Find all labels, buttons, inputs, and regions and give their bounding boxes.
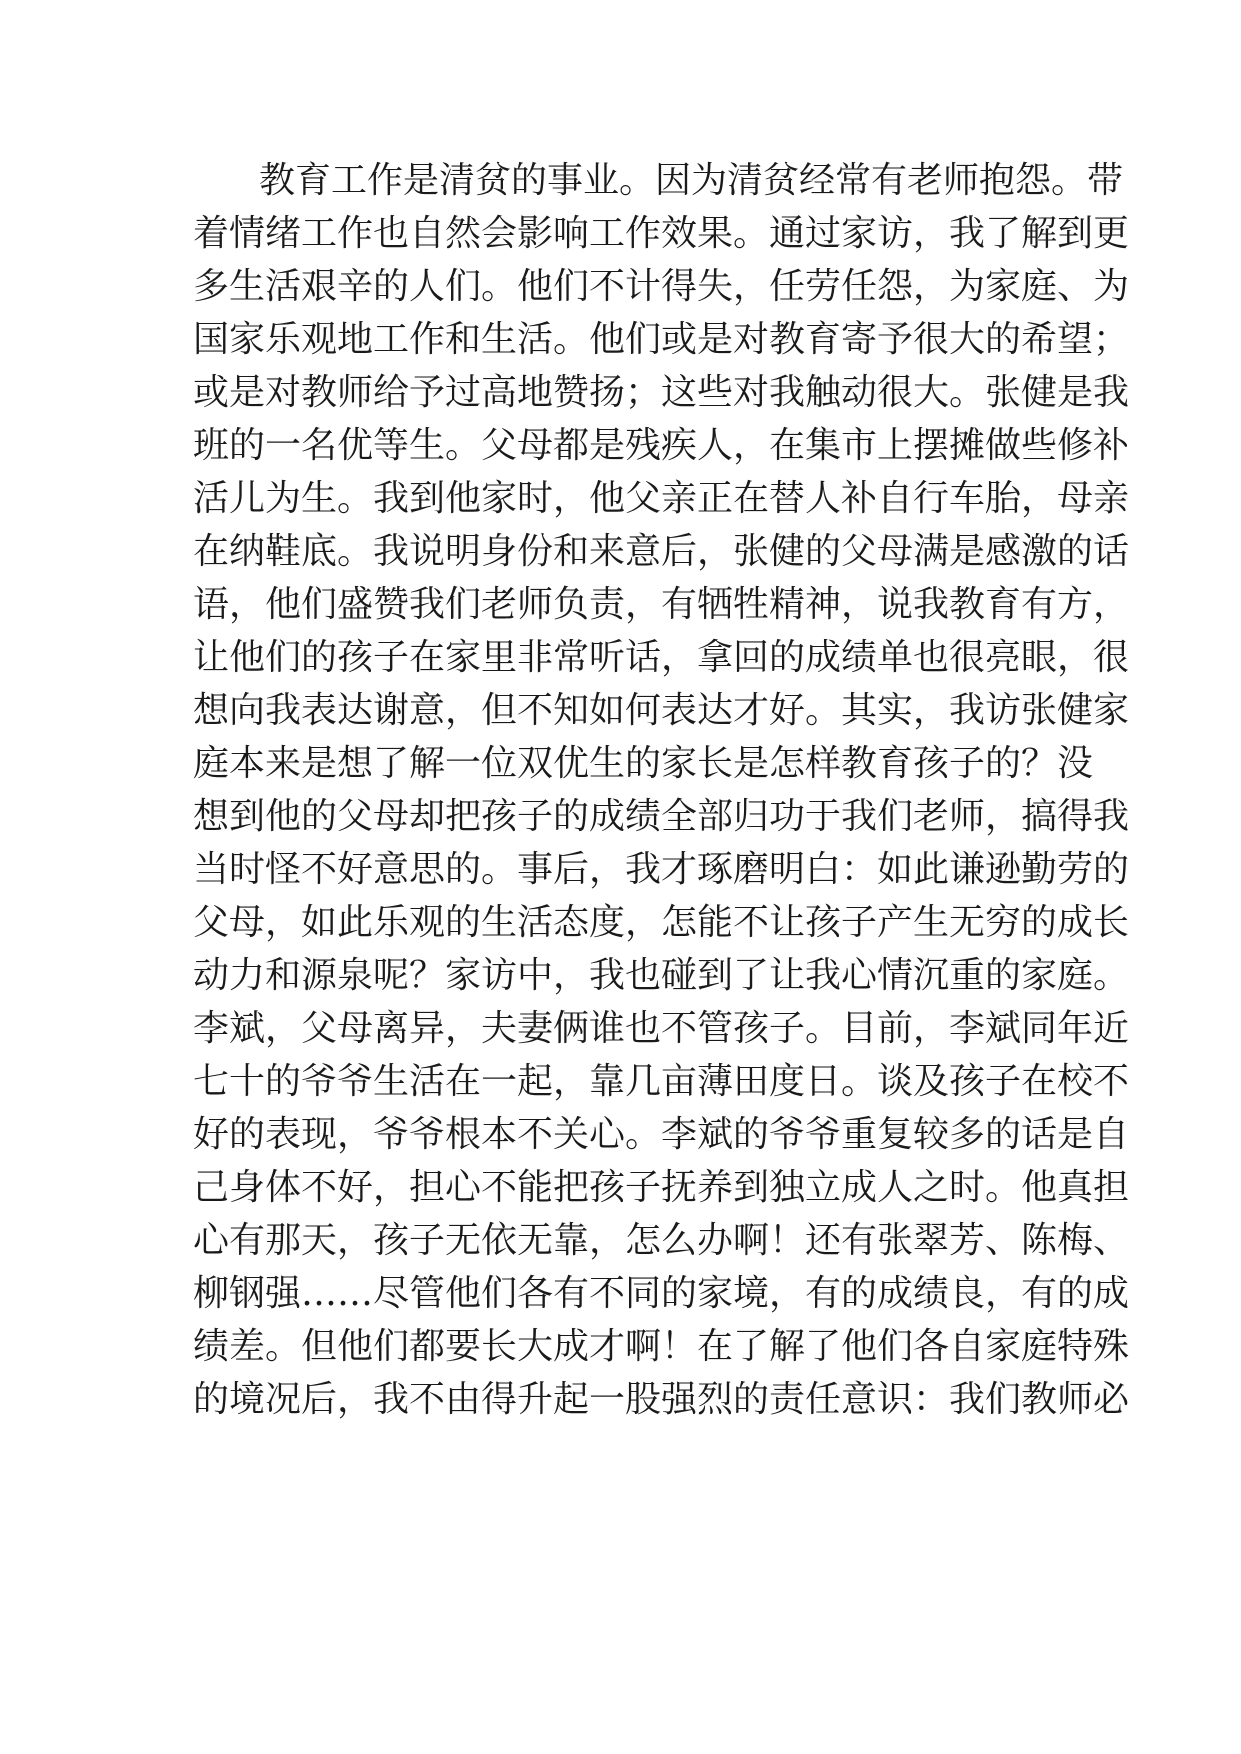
text-line: 李斌，父母离异，夫妻俩谁也不管孩子。目前，李斌同年近 (193, 1008, 1130, 1049)
text-line: 在纳鞋底。我说明身份和来意后，张健的父母满是感激的话 (193, 531, 1130, 572)
text-line: 庭本来是想了解一位双优生的家长是怎样教育孩子的？没 (193, 743, 1094, 784)
text-line: 动力和源泉呢？家访中，我也碰到了让我心情沉重的家庭。 (193, 955, 1130, 996)
text-line: 国家乐观地工作和生活。他们或是对教育寄予很大的希望； (193, 319, 1130, 360)
text-line: 绩差。但他们都要长大成才啊！在了解了他们各自家庭特殊 (193, 1326, 1130, 1367)
text-line: 着情绪工作也自然会影响工作效果。通过家访，我了解到更 (193, 213, 1130, 254)
text-line: 柳钢强……尽管他们各有不同的家境，有的成绩良，有的成 (193, 1273, 1130, 1314)
text-line: 好的表现，爷爷根本不关心。李斌的爷爷重复较多的话是自 (193, 1114, 1130, 1155)
text-line: 或是对教师给予过高地赞扬；这些对我触动很大。张健是我 (193, 372, 1130, 413)
text-line: 想到他的父母却把孩子的成绩全部归功于我们老师，搞得我 (193, 796, 1130, 837)
text-line: 多生活艰辛的人们。他们不计得失，任劳任怨，为家庭、为 (193, 266, 1130, 307)
text-line: 当时怪不好意思的。事后，我才琢磨明白：如此谦逊勤劳的 (193, 849, 1130, 890)
text-line: 活儿为生。我到他家时，他父亲正在替人补自行车胎，母亲 (193, 478, 1130, 519)
text-line: 想向我表达谢意，但不知如何表达才好。其实，我访张健家 (193, 690, 1130, 731)
text-line: 教育工作是清贫的事业。因为清贫经常有老师抱怨。带 (259, 160, 1124, 201)
text-line: 己身体不好，担心不能把孩子抚养到独立成人之时。他真担 (193, 1167, 1130, 1208)
text-line: 父母，如此乐观的生活态度，怎能不让孩子产生无穷的成长 (193, 902, 1130, 943)
text-line: 班的一名优等生。父母都是残疾人，在集市上摆摊做些修补 (193, 425, 1130, 466)
text-line: 心有那天，孩子无依无靠，怎么办啊！还有张翠芳、陈梅、 (193, 1220, 1130, 1261)
text-line: 的境况后，我不由得升起一股强烈的责任意识：我们教师必 (193, 1379, 1130, 1420)
text-line: 语，他们盛赞我们老师负责，有牺牲精神，说我教育有方， (193, 584, 1130, 625)
text-line: 让他们的孩子在家里非常听话，拿回的成绩单也很亮眼，很 (193, 637, 1130, 678)
text-line: 七十的爷爷生活在一起，靠几亩薄田度日。谈及孩子在校不 (193, 1061, 1130, 1102)
